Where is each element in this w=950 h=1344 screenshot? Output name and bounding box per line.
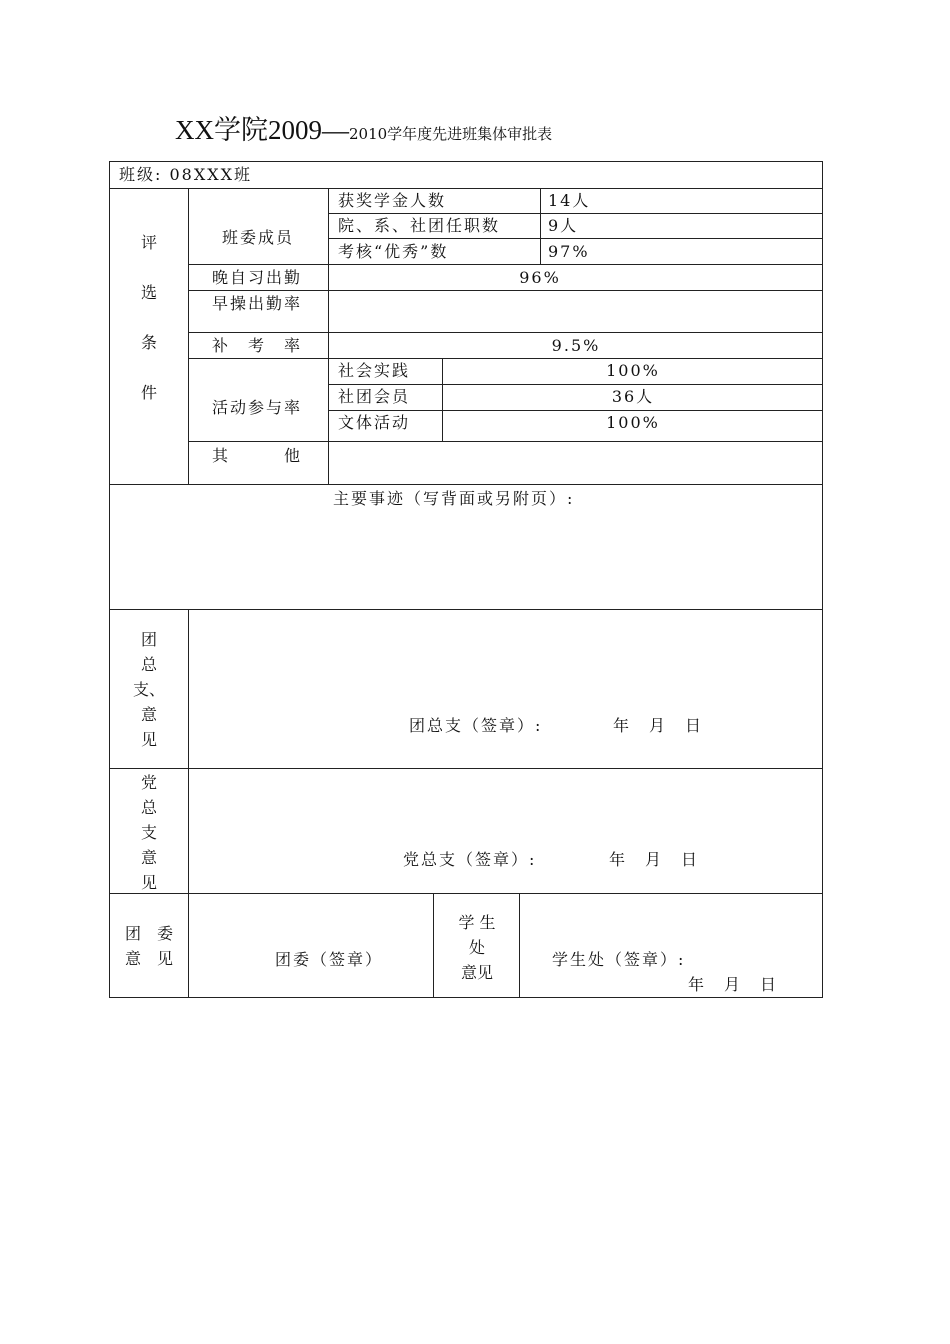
social-practice-label: 社会实践 [338,361,411,380]
morning-exercise-label: 早操出勤率 [212,294,303,313]
sports-arts-value: 100% [606,413,660,432]
league-committee-sign: 团委（签章） [275,950,384,969]
party-branch-sign: 党总支（签章）: [403,850,537,869]
title-main: XX学院2009— [175,115,349,145]
criteria-section-label: 评 选 条 件 [140,233,158,402]
league-branch-sign: 团总支（签章）: [409,716,543,735]
excellent-count-label: 考核“优秀”数 [338,242,449,261]
row-divider [109,768,823,769]
evening-study-value: 96% [519,268,561,287]
makeup-exam-value: 9.5% [551,336,601,355]
social-practice-value: 100% [606,361,660,380]
row-divider [328,213,823,214]
table-border-bottom [109,997,823,998]
league-committee-label: 团 委 意 见 [124,924,174,968]
page-title [175,108,552,147]
title-sub: 2010学年度先进班集体审批表 [349,125,553,143]
club-members-value: 36人 [611,387,655,406]
positions-count-value: 9人 [548,216,579,235]
row-divider [109,188,823,189]
evening-study-label: 晚自习出勤 [212,268,303,287]
table-border-top [109,161,823,162]
row-divider [328,238,823,239]
student-office-label: 学 生 处 意见 [458,913,496,982]
main-deeds-label: 主要事迹（写背面或另附页）: [333,489,575,508]
row-divider [109,893,823,894]
table-border-right [822,161,823,998]
col-divider [188,609,189,998]
col-divider [540,188,541,265]
makeup-exam-label: 补 考 率 [212,336,303,355]
row-divider [109,609,823,610]
league-branch-date: 年 月 日 [613,716,704,735]
positions-count-label: 院、系、社团任职数 [338,216,501,235]
col-divider [442,358,443,442]
row-divider [109,484,823,485]
party-branch-date: 年 月 日 [609,850,700,869]
row-divider [188,290,823,291]
other-label: 其 他 [212,446,303,465]
sports-arts-label: 文体活动 [338,413,411,432]
col-divider [433,893,434,998]
committee-label: 班委成员 [221,228,295,247]
student-office-sign: 学生处（签章）: [552,950,686,969]
class-field: 班级: 08XXX班 [119,165,253,184]
scholarship-count-value: 14人 [548,191,591,210]
row-divider [188,358,823,359]
table-border-left [109,161,110,998]
activities-label: 活动参与率 [212,398,303,417]
league-branch-label: 团 总 支、 意 见 [132,630,166,749]
club-members-label: 社团会员 [338,387,411,406]
student-office-date: 年 月 日 [688,975,779,994]
row-divider [188,332,823,333]
row-divider [328,384,823,385]
row-divider [328,410,823,411]
excellent-count-value: 97% [548,242,590,261]
col-divider [519,893,520,998]
row-divider [188,264,823,265]
scholarship-count-label: 获奖学金人数 [338,191,447,210]
party-branch-label: 党 总 支 意 见 [140,773,158,892]
row-divider [188,441,823,442]
